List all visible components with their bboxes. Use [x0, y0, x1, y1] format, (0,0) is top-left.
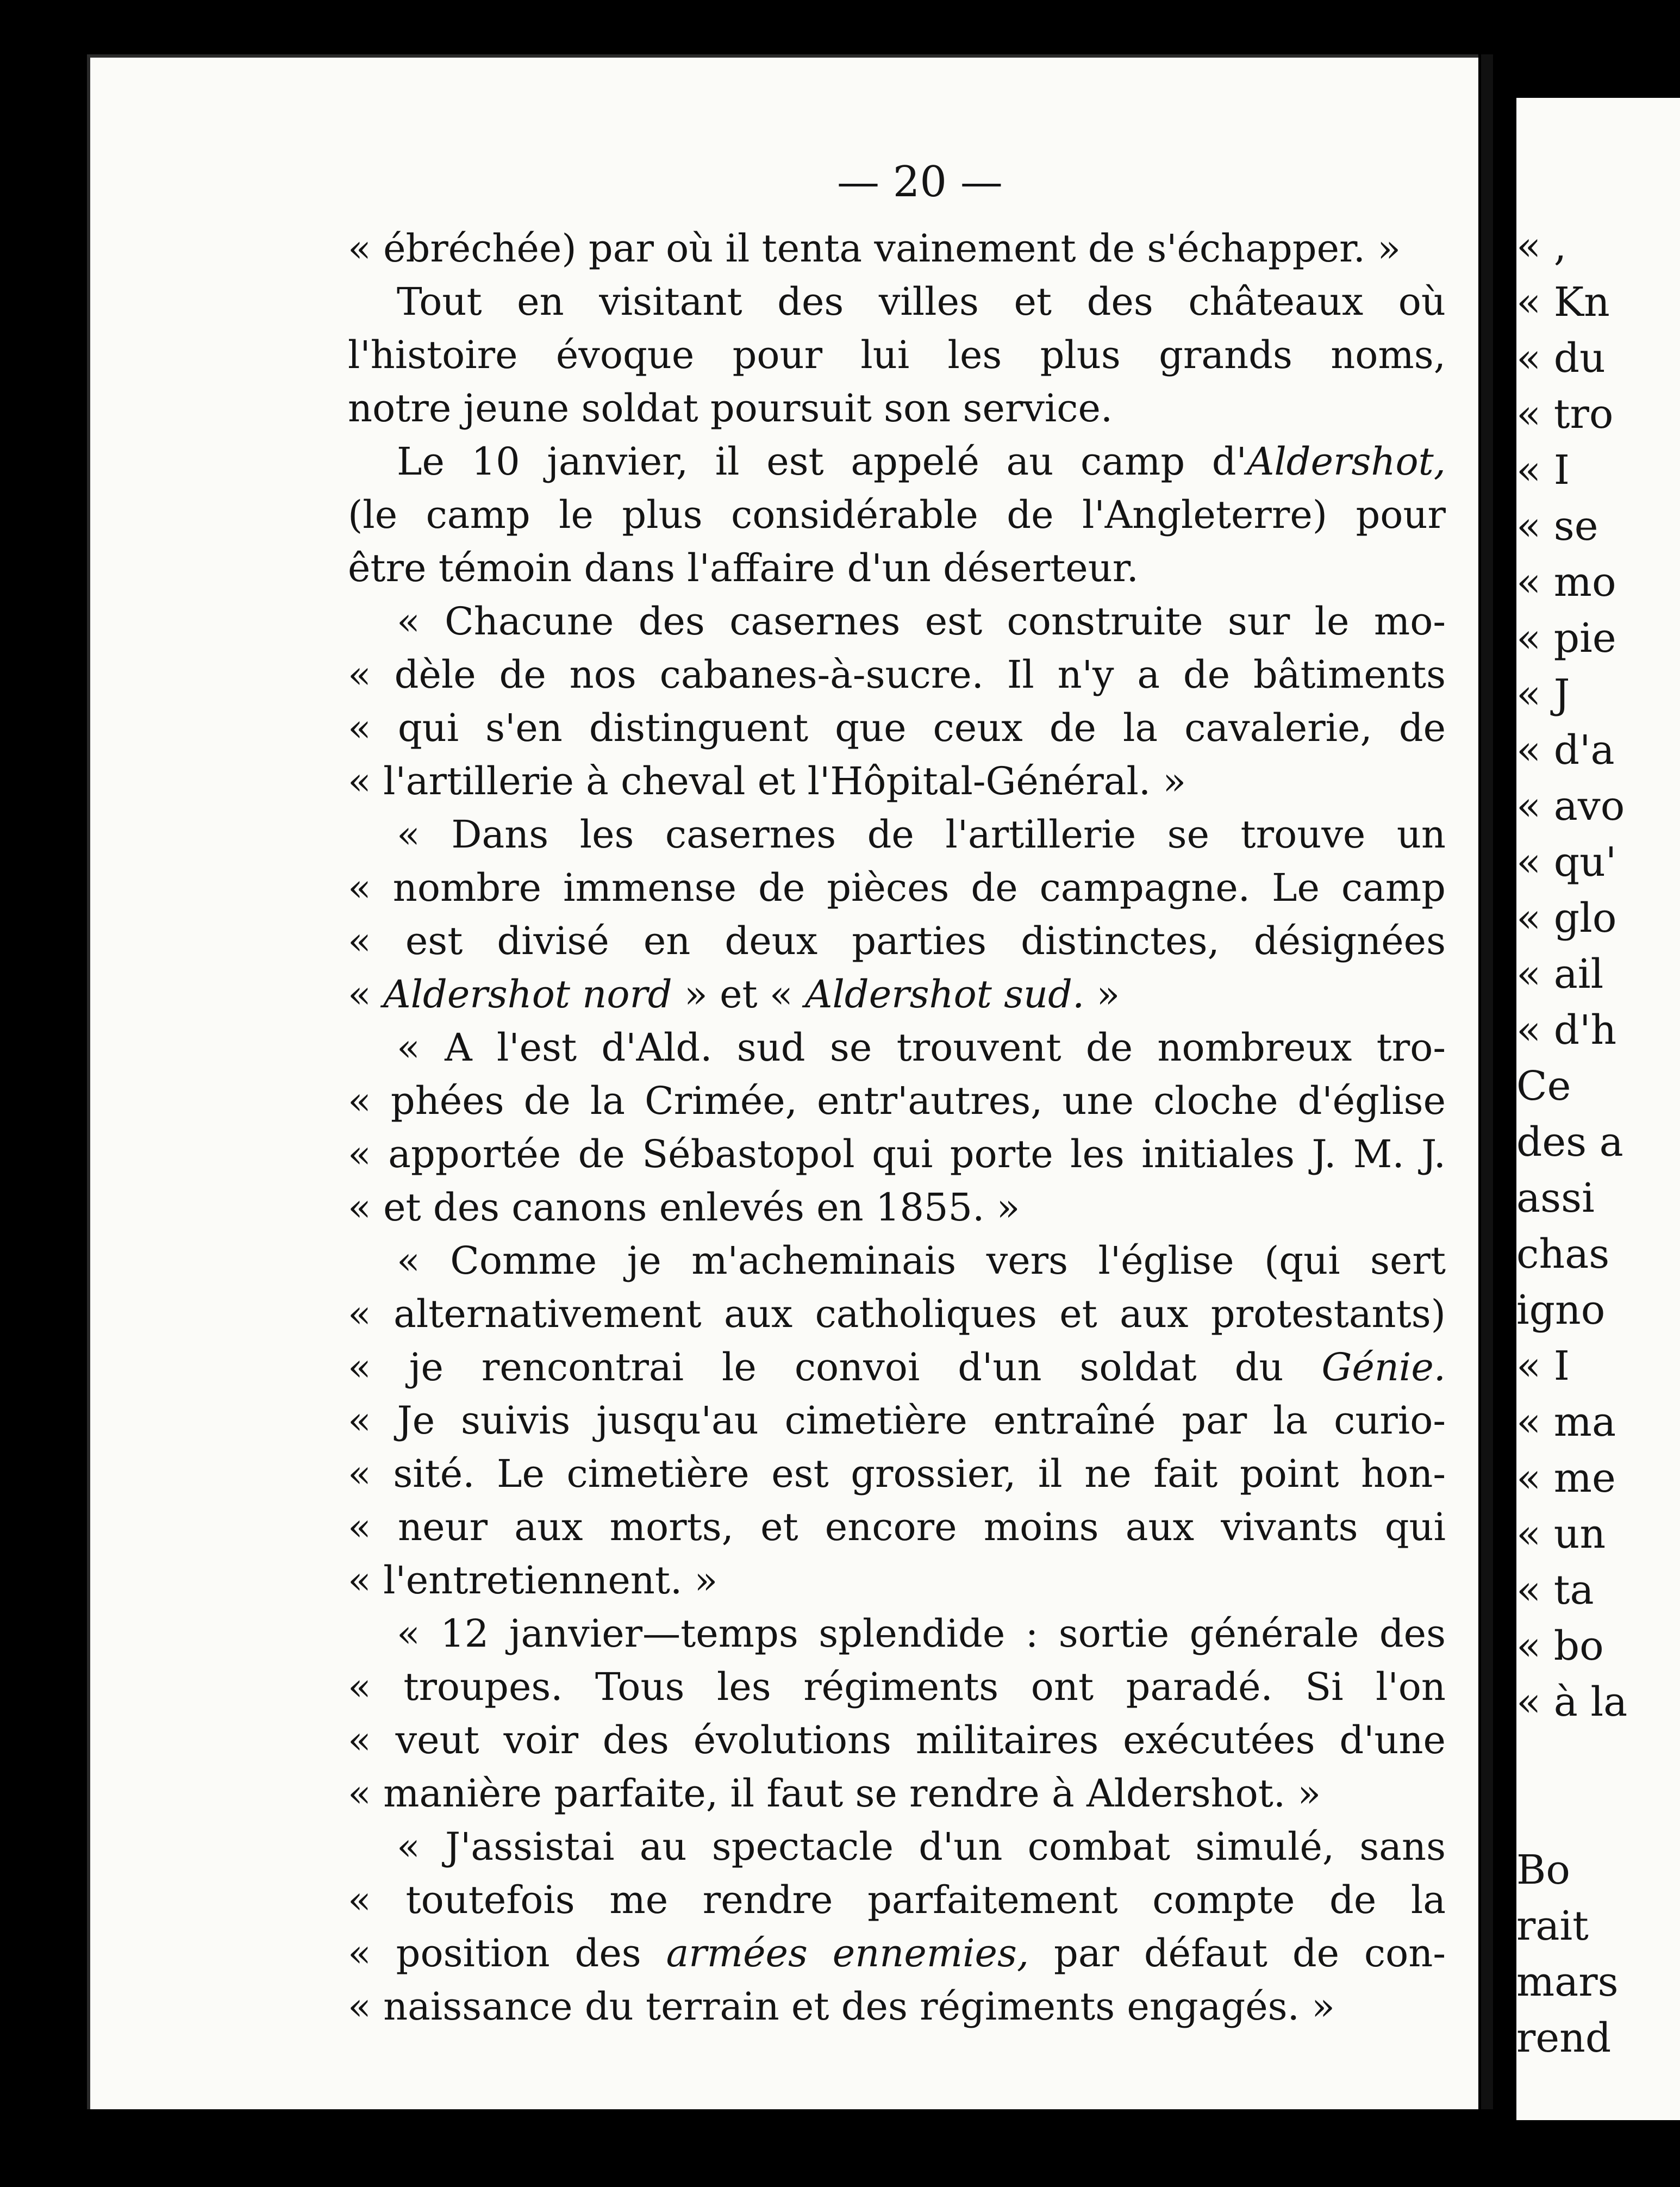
text-line: [348, 648, 1446, 701]
text-span: Tout en visitant des villes et des châteaux où: [397, 279, 1446, 324]
text-line: [348, 328, 1446, 382]
text-span: « Comme je m'acheminais vers l'église (qui sert: [397, 1238, 1446, 1283]
italic-text: Aldershot nord: [383, 972, 672, 1017]
next-page-fragment: « me: [1516, 1455, 1616, 1501]
text-span: « Chacune des casernes est construite sur le mo-: [397, 599, 1446, 644]
next-page-fragment: « ail: [1516, 951, 1604, 998]
text-span: être témoin dans l'affaire d'un déserteur.: [348, 546, 1139, 590]
next-page-fragment: assi: [1516, 1175, 1595, 1222]
text-span: « troupes. Tous les régiments ont paradé. Si l'on: [348, 1665, 1446, 1709]
text-span: « 12 janvier—temps splendide : sortie générale des: [397, 1611, 1446, 1656]
text-line: [348, 595, 1446, 648]
text-line: [348, 541, 1446, 595]
next-page-fragment: « qu': [1516, 839, 1617, 886]
text-span: « ébréchée) par où il tenta vainement de s'échapper. »: [348, 226, 1401, 271]
text-line: [348, 488, 1446, 541]
text-line: [348, 1980, 1446, 2033]
text-line: [348, 1394, 1446, 1447]
text-span: notre jeune soldat poursuit son service.: [348, 386, 1113, 431]
next-page-fragment: « avo: [1516, 783, 1625, 830]
text-line: [348, 1234, 1446, 1287]
text-span: »: [1084, 972, 1120, 1017]
body-text: [348, 222, 1446, 2033]
text-line: [348, 1074, 1446, 1127]
next-page-fragment: « du: [1516, 335, 1606, 382]
book-page-right-cropped: [1516, 98, 1680, 2120]
text-line: [348, 1287, 1446, 1341]
next-page-fragment: « J: [1516, 671, 1570, 718]
text-line: [348, 1714, 1446, 1767]
next-page-fragment: « mo: [1516, 559, 1616, 606]
next-page-fragment: « Kn: [1516, 279, 1610, 326]
text-span: par défaut de con-: [1029, 1931, 1446, 1976]
text-span: « apportée de Sébastopol qui porte les initiales J. M. J.: [348, 1132, 1446, 1176]
next-page-fragment: « bo: [1516, 1623, 1604, 1669]
text-span: « Je suivis jusqu'au cimetière entraîné par la curio-: [348, 1398, 1446, 1443]
text-line: [348, 1554, 1446, 1607]
text-span: l'histoire évoque pour lui les plus grands noms,: [348, 333, 1446, 377]
text-span: « dèle de nos cabanes-à-sucre. Il n'y a de bâtiments: [348, 652, 1446, 697]
italic-text: Aldershot sud.: [804, 972, 1085, 1017]
text-line: [348, 808, 1446, 861]
next-page-fragment: mars: [1516, 1959, 1619, 2005]
text-span: «: [348, 972, 384, 1017]
text-span: « sité. Le cimetière est grossier, il ne fait point hon-: [348, 1451, 1446, 1496]
text-span: « et des canons enlevés en 1855. »: [348, 1185, 1020, 1230]
text-span: « qui s'en distinguent que ceux de la cavalerie, de: [348, 706, 1446, 750]
text-line: [348, 755, 1446, 808]
text-line: [348, 968, 1446, 1021]
text-line: [348, 1021, 1446, 1074]
next-page-fragment: « ta: [1516, 1567, 1594, 1613]
next-page-fragment: « se: [1516, 503, 1598, 550]
italic-text: armées ennemies,: [666, 1931, 1029, 1976]
text-span: « naissance du terrain et des régiments engagés. »: [348, 1984, 1335, 2029]
text-line: [348, 1607, 1446, 1660]
text-span: « phées de la Crimée, entr'autres, une cloche d'église: [348, 1079, 1446, 1123]
text-line: [348, 914, 1446, 968]
page-number: — 20 —: [837, 158, 1003, 207]
text-line: [348, 1873, 1446, 1927]
text-span: » et «: [672, 972, 805, 1017]
next-page-fragment: Ce: [1516, 1063, 1571, 1110]
next-page-fragment: « à la: [1516, 1679, 1628, 1725]
next-page-fragment: rait: [1516, 1903, 1589, 1949]
text-span: « manière parfaite, il faut se rendre à Aldershot. »: [348, 1771, 1321, 1816]
text-line: [348, 1927, 1446, 1980]
text-line: [348, 1181, 1446, 1234]
text-span: « position des: [348, 1931, 666, 1976]
text-span: Le 10 janvier, il est appelé au camp d': [397, 439, 1247, 484]
next-page-fragment: « ,: [1516, 223, 1567, 270]
text-span: « neur aux morts, et encore moins aux vivants qui: [348, 1505, 1446, 1549]
text-line: [348, 1660, 1446, 1714]
next-page-fragment: rend: [1516, 2015, 1612, 2061]
text-span: « je rencontrai le convoi d'un soldat du: [348, 1345, 1322, 1390]
next-page-fragment: chas: [1516, 1231, 1610, 1278]
text-span: « J'assistai au spectacle d'un combat simulé, sans: [397, 1824, 1446, 1869]
text-line: [348, 1820, 1446, 1873]
text-line: [348, 1127, 1446, 1181]
italic-text: Aldershot,: [1246, 439, 1446, 484]
italic-text: Génie.: [1321, 1345, 1446, 1390]
text-line: [348, 861, 1446, 914]
text-span: « est divisé en deux parties distinctes, désignées: [348, 919, 1446, 963]
next-page-fragment: « d'h: [1516, 1007, 1617, 1054]
text-line: [348, 1500, 1446, 1554]
next-page-fragment: « un: [1516, 1511, 1606, 1557]
text-span: « A l'est d'Ald. sud se trouvent de nombreux tro-: [397, 1025, 1446, 1070]
text-span: « toutefois me rendre parfaitement compte de la: [348, 1878, 1446, 1922]
text-line: [348, 435, 1446, 488]
text-span: « alternativement aux catholiques et aux protestants): [348, 1292, 1446, 1336]
text-line: [348, 701, 1446, 755]
next-page-fragment: des a: [1516, 1119, 1623, 1166]
text-line: [348, 222, 1446, 275]
next-page-fragment: « I: [1516, 1343, 1570, 1390]
text-span: « nombre immense de pièces de campagne. Le camp: [348, 865, 1446, 910]
page-gutter: [1481, 54, 1493, 2109]
text-span: « veut voir des évolutions militaires exécutées d'une: [348, 1718, 1446, 1762]
text-span: « Dans les casernes de l'artillerie se trouve un: [397, 812, 1446, 857]
next-page-fragment: Bo: [1516, 1847, 1570, 1893]
next-page-fragment: « pie: [1516, 615, 1616, 662]
text-span: « l'artillerie à cheval et l'Hôpital-Général. »: [348, 759, 1186, 803]
next-page-fragment: « glo: [1516, 895, 1617, 942]
text-line: [348, 275, 1446, 328]
next-page-fragment: « d'a: [1516, 727, 1615, 774]
next-page-fragment: « tro: [1516, 391, 1614, 438]
next-page-fragment: « ma: [1516, 1399, 1616, 1445]
text-line: [348, 1341, 1446, 1394]
text-span: « l'entretiennent. »: [348, 1558, 718, 1603]
next-page-fragment: « I: [1516, 447, 1570, 494]
text-line: [348, 1767, 1446, 1820]
text-span: (le camp le plus considérable de l'Angleterre) pour: [348, 493, 1446, 537]
text-line: [348, 382, 1446, 435]
text-line: [348, 1447, 1446, 1500]
next-page-fragment: igno: [1516, 1287, 1606, 1334]
